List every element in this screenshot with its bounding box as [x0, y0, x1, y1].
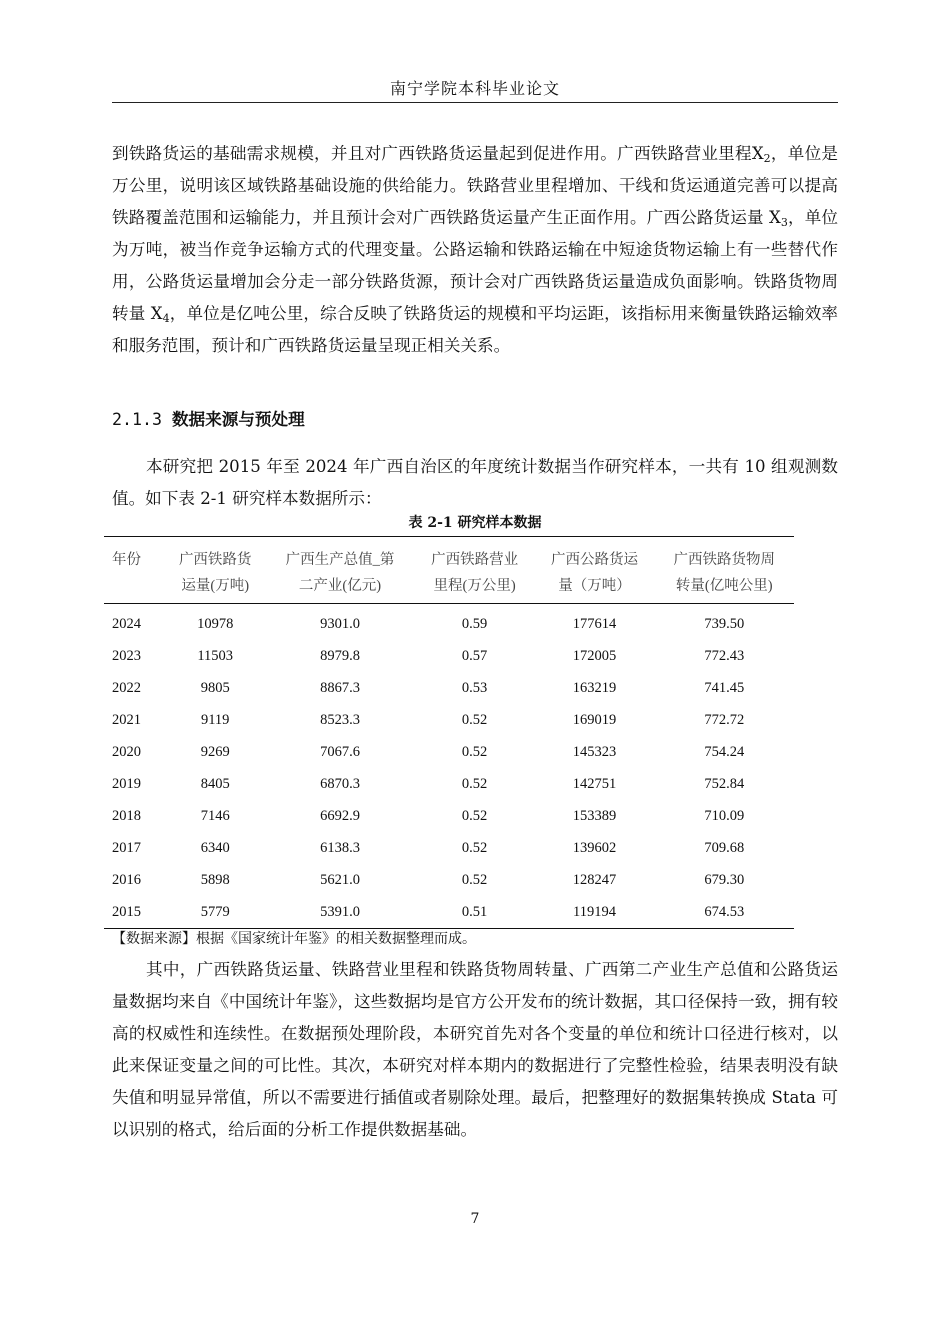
table-cell: 754.24 [704, 743, 745, 760]
table-cell: 5898 [200, 871, 230, 888]
paragraph-variables [112, 138, 838, 362]
table-cell: 128247 [572, 871, 617, 888]
table-cell: 741.45 [704, 679, 745, 696]
table-cell: 2016 [112, 871, 141, 888]
table-cell: 710.09 [704, 807, 745, 824]
paragraph-data-source-intro: 本研究把 2015 年至 2024 年广西自治区的年度统计数据当作研究样本，一共有 10 组观测数值。如下表 2-1 研究样本数据所示： [112, 457, 838, 508]
table-cell: 9805 [200, 679, 230, 696]
para1-text-1: 到铁路货运的基础需求规模，并且对广西铁路货运量起到促进作用。广西铁路营业里程X [112, 144, 764, 163]
table-cell: 752.84 [704, 775, 745, 792]
table-cell: 2018 [112, 807, 141, 824]
table-cell: 0.57 [461, 647, 488, 664]
table-cell: 7067.6 [320, 743, 360, 760]
table-cell: 679.30 [704, 871, 745, 888]
col-header-turnover: 广西铁路货物周 [673, 551, 775, 568]
table-cell: 709.68 [704, 839, 745, 856]
table-header-row-1 [104, 537, 794, 571]
col-header-mileage: 广西铁路营业 [431, 551, 519, 568]
table-cell: 177614 [572, 615, 617, 632]
table-cell: 674.53 [704, 903, 745, 920]
table-cell: 5779 [200, 903, 230, 920]
table-cell: 0.51 [461, 903, 488, 920]
table-cell: 9269 [200, 743, 230, 760]
table-cell: 6870.3 [320, 775, 360, 792]
table-cell: 2022 [112, 679, 141, 696]
table-cell: 8979.8 [320, 647, 360, 664]
col-header-year-2 [104, 570, 165, 604]
table-row [104, 896, 794, 929]
table-cell: 0.52 [461, 743, 488, 760]
table-cell: 0.53 [461, 679, 488, 696]
table-row [104, 800, 794, 832]
col-header-road: 广西公路货运 [551, 551, 639, 568]
table-cell: 145323 [572, 743, 617, 760]
table-cell: 8867.3 [320, 679, 360, 696]
table-cell: 9301.0 [320, 615, 360, 632]
table-cell: 2021 [112, 711, 141, 728]
table-cell: 169019 [572, 711, 617, 728]
table-row [104, 672, 794, 704]
table-cell: 142751 [572, 775, 617, 792]
table-cell: 0.52 [461, 839, 488, 856]
table-cell: 6138.3 [320, 839, 360, 856]
table-cell: 163219 [572, 679, 617, 696]
col-header-mileage-unit: 里程(万公里) [433, 577, 516, 594]
table-cell: 8523.3 [320, 711, 360, 728]
table-cell: 772.43 [704, 647, 745, 664]
table-cell: 0.52 [461, 871, 488, 888]
table-cell: 2020 [112, 743, 141, 760]
col-header-turnover-unit: 转量(亿吨公里) [675, 577, 773, 594]
col-header-gdp-unit: 二产业(亿元) [298, 577, 382, 594]
table-cell: 5391.0 [320, 903, 360, 920]
table-cell: 0.59 [461, 615, 488, 632]
paragraph-preprocessing: 其中，广西铁路货运量、铁路营业里程和铁路货物周转量、广西第二产业生产总值和公路货运量数据均来自《中国统计年鉴》，这些数据均是官方公开发布的统计数据，其口径保持一致，拥有较高的权威性和连续性。在数据预处理阶段，本研究首先对各个变量的单位和统计口径进行核对，以此来保证变量之间的可比性。其次，本研究对样本期内的数据进行了完整性检验，结果表明没有缺失值和明显异常值，所以不需要进行插值或者剔除处理。最后，把整理好的数据集转换成 Stata 可以识别的格式，给后面的分析工作提供数据基础。 [112, 960, 838, 1139]
table-cell: 0.52 [461, 807, 488, 824]
table-header-row-2 [104, 570, 794, 604]
table-cell: 2017 [112, 839, 141, 856]
table-cell: 2023 [112, 647, 141, 664]
table-cell: 8405 [200, 775, 230, 792]
col-header-freight: 广西铁路货 [178, 551, 252, 568]
section-title: 数据来源与预处理 [171, 409, 305, 429]
header-rule [112, 102, 838, 103]
table-cell: 2024 [112, 615, 141, 632]
page-number: 7 [470, 1211, 480, 1227]
table-row [104, 768, 794, 800]
table-source-note: 【数据来源】根据《国家统计年鉴》的相关数据整理而成。 [112, 931, 476, 947]
table-cell: 6692.9 [320, 807, 360, 824]
table-row [104, 864, 794, 896]
table-cell: 0.52 [461, 775, 488, 792]
page-header-title: 南宁学院本科毕业论文 [389, 79, 560, 98]
sample-data-table [104, 536, 794, 929]
table-row [104, 736, 794, 768]
col-header-gdp: 广西生产总值_第 [285, 551, 395, 568]
table-cell: 5621.0 [320, 871, 360, 888]
table-cell: 6340 [200, 839, 230, 856]
table-cell: 11503 [197, 647, 234, 664]
table-row [104, 640, 794, 672]
table-cell: 119194 [573, 903, 617, 920]
table-cell: 0.52 [461, 711, 488, 728]
table-cell: 153389 [572, 807, 617, 824]
table-caption: 表 2-1 研究样本数据 [408, 515, 542, 531]
table-row [104, 704, 794, 736]
table-cell: 7146 [200, 807, 230, 824]
table-cell: 172005 [572, 647, 617, 664]
table-row [104, 832, 794, 864]
table-cell: 772.72 [704, 711, 745, 728]
table-cell: 9119 [200, 711, 230, 728]
table-cell: 2015 [112, 903, 141, 920]
sub-3: 3 [780, 216, 788, 229]
table-cell: 10978 [197, 615, 234, 632]
table-cell: 139602 [572, 839, 617, 856]
col-header-road-unit: 量（万吨） [558, 577, 631, 594]
table-row [104, 604, 794, 641]
section-heading [112, 406, 305, 430]
col-header-freight-unit: 运量(万吨) [181, 577, 250, 594]
para1-text-2: ，单位是万公里，说明该区域铁路基础设施的供给能力。铁路营业里程增加、干线和货运通道完善可以提高铁路覆盖范围和运输能力，并且预计会对广西铁路货运量产生正面作用。广西公路货运量 X [112, 144, 839, 227]
section-number: 2.1.3 [112, 410, 162, 429]
col-header-year: 年份 [112, 551, 141, 568]
para1-text-4: ，单位是亿吨公里，综合反映了铁路货运的规模和平均运距，该指标用来衡量铁路运输效率和服务范围，预计和广西铁路货运量呈现正相关关系。 [112, 304, 838, 355]
para1-text-3: ，单位为万吨，被当作竞争运输方式的代理变量。公路运输和铁路运输在中短途货物运输上有一些替代作用，公路货运量增加会分走一部分铁路货源，预计会对广西铁路货运量造成负面影响。铁路货物周转量 X [112, 208, 839, 323]
sub-4: 4 [162, 312, 170, 325]
sub-2: 2 [763, 152, 771, 165]
table-cell: 2019 [112, 775, 141, 792]
table-cell: 739.50 [704, 615, 745, 632]
